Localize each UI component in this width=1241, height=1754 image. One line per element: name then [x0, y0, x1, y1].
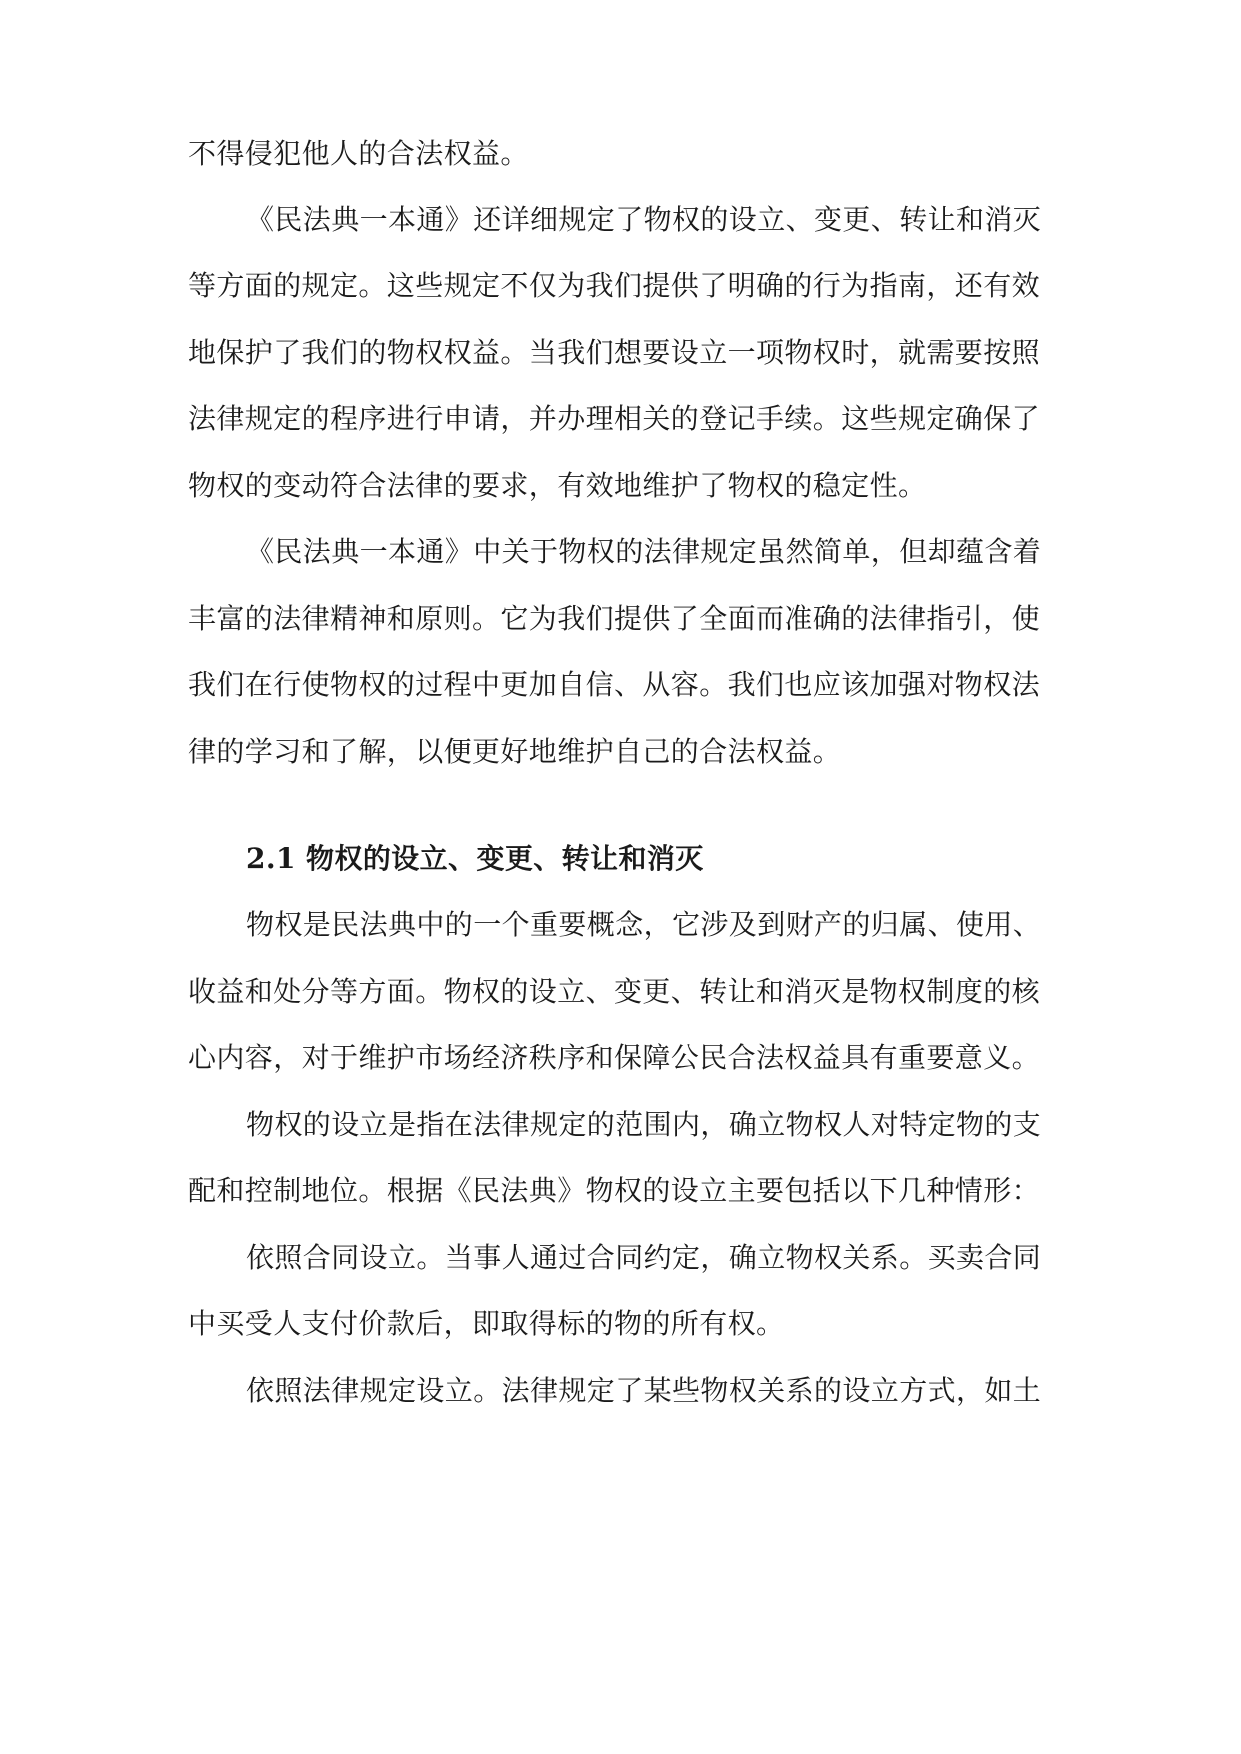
paragraph-line: 法律规定的程序进行申请，并办理相关的登记手续。这些规定确保了 — [188, 402, 1041, 435]
section-heading: 2.1 物权的设立、变更、转让和消灭 — [246, 842, 704, 875]
paragraph-line: 物权的设立是指在法律规定的范围内，确立物权人对特定物的支 — [246, 1108, 1042, 1141]
paragraph-line: 中买受人支付价款后，即取得标的物的所有权。 — [188, 1307, 785, 1340]
paragraph-line: 等方面的规定。这些规定不仅为我们提供了明确的行为指南，还有效 — [188, 269, 1041, 302]
paragraph-line: 《民法典一本通》中关于物权的法律规定虽然简单，但却蕴含着 — [246, 535, 1042, 568]
paragraph-line: 收益和处分等方面。物权的设立、变更、转让和消灭是物权制度的核 — [188, 975, 1041, 1008]
paragraph-line: 律的学习和了解，以便更好地维护自己的合法权益。 — [188, 735, 842, 768]
paragraph-line: 物权的变动符合法律的要求，有效地维护了物权的稳定性。 — [188, 469, 927, 502]
paragraph-line: 依照法律规定设立。法律规定了某些物权关系的设立方式，如土 — [246, 1374, 1042, 1407]
paragraph-line: 我们在行使物权的过程中更加自信、从容。我们也应该加强对物权法 — [188, 668, 1041, 701]
paragraph-line: 物权是民法典中的一个重要概念，它涉及到财产的归属、使用、 — [246, 908, 1042, 941]
paragraph-line: 《民法典一本通》还详细规定了物权的设立、变更、转让和消灭 — [246, 203, 1042, 236]
paragraph-line: 丰富的法律精神和原则。它为我们提供了全面而准确的法律指引，使 — [188, 602, 1041, 635]
paragraph-line: 心内容，对于维护市场经济秩序和保障公民合法权益具有重要意义。 — [188, 1041, 1041, 1074]
paragraph-line: 不得侵犯他人的合法权益。 — [188, 137, 529, 170]
paragraph-line: 配和控制地位。根据《民法典》物权的设立主要包括以下几种情形： — [188, 1174, 1041, 1207]
paragraph-line: 依照合同设立。当事人通过合同约定，确立物权关系。买卖合同 — [246, 1241, 1042, 1274]
paragraph-line: 地保护了我们的物权权益。当我们想要设立一项物权时，就需要按照 — [188, 336, 1041, 369]
